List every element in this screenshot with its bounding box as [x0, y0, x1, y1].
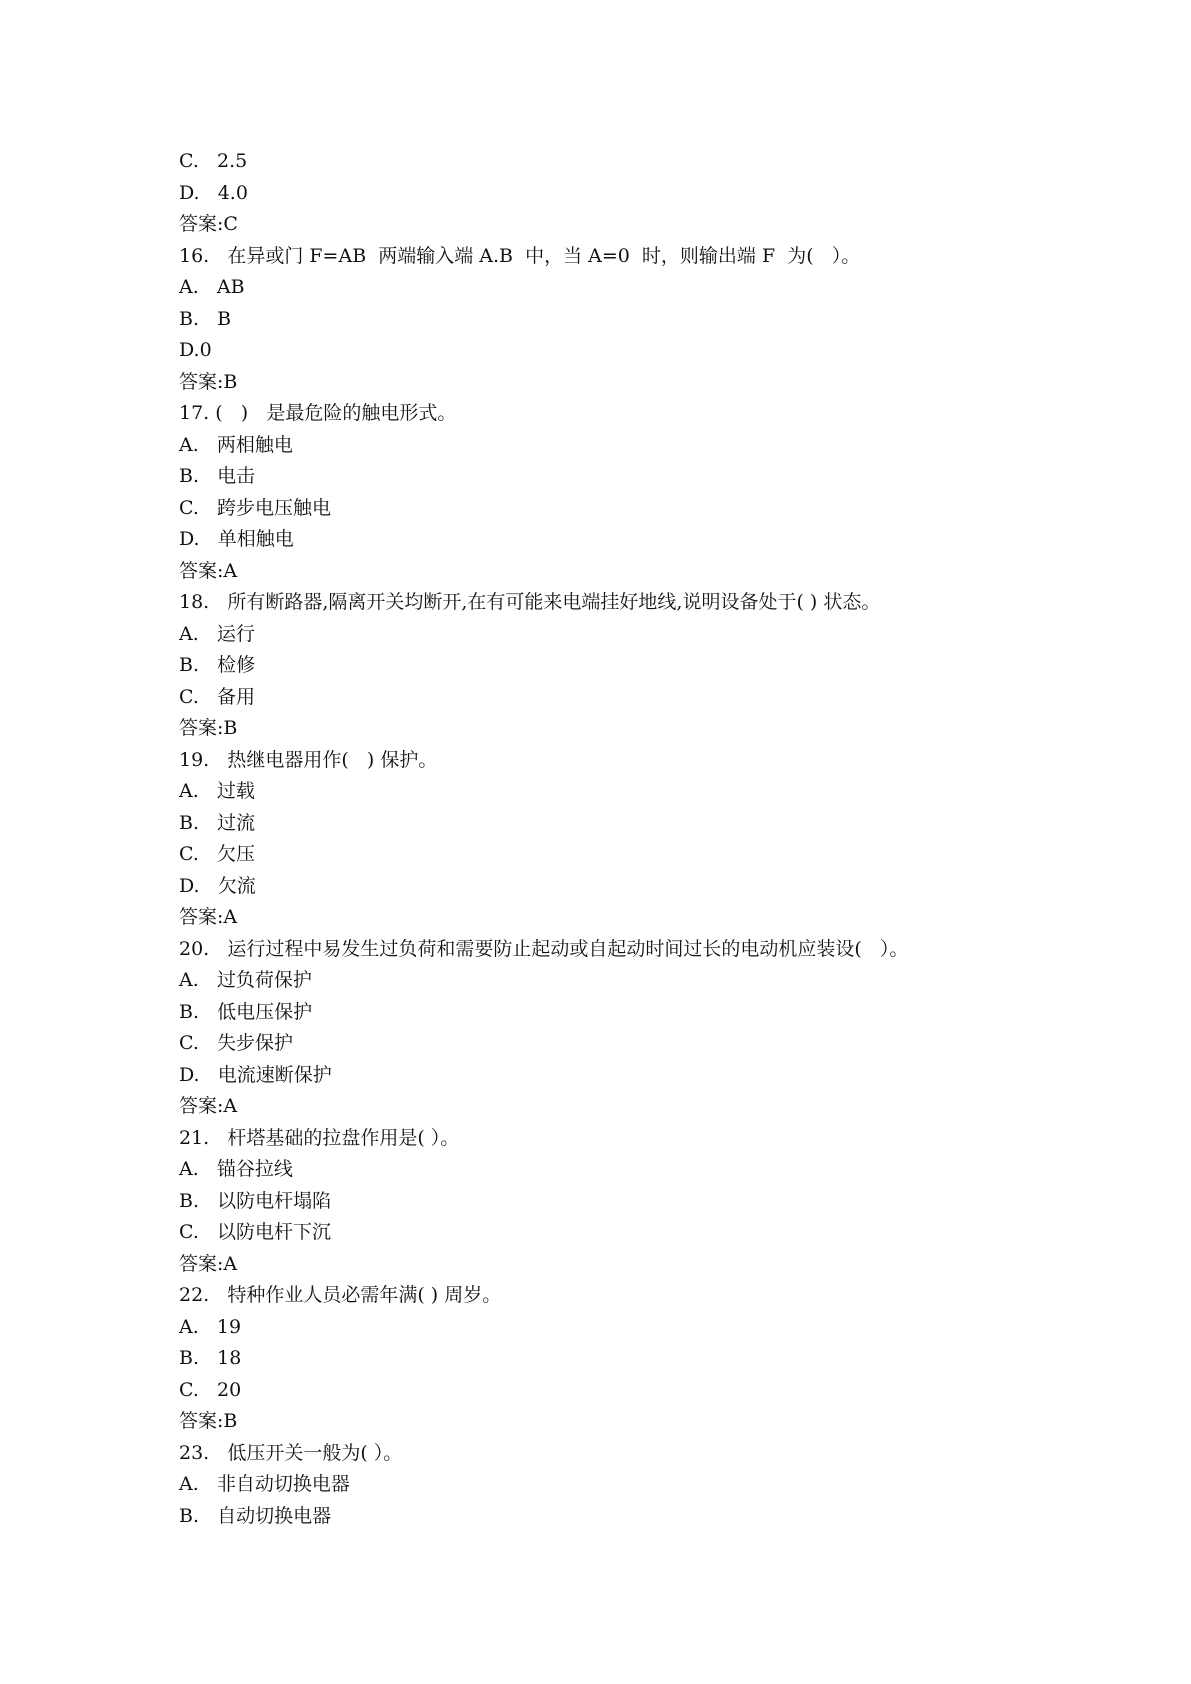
option-line: D. 欠流 — [179, 874, 256, 897]
option-line: B. 18 — [179, 1347, 242, 1369]
answer-line: 答案:A — [179, 906, 238, 928]
option-line: A. 运行 — [179, 622, 255, 645]
option-line: A. 锚谷拉线 — [179, 1158, 293, 1180]
option-line: B. 检修 — [179, 654, 256, 676]
option-line: A. 19 — [179, 1315, 242, 1338]
option-line: A. 两相触电 — [179, 433, 293, 456]
question-19: 19. 热继电器用作( ) 保护。 — [179, 748, 438, 771]
option-line: A. AB — [179, 276, 245, 298]
question-17: 17. ( ) 是最危险的触电形式。 — [179, 402, 457, 424]
question-list — [179, 146, 1079, 1532]
question-23: 23. 低压开关一般为( ）。 — [179, 1441, 403, 1464]
answer-line: 答案:B — [179, 370, 238, 393]
answer-line: 答案:B — [179, 1410, 238, 1432]
option-line: D. 电流速断保护 — [179, 1063, 332, 1086]
option-line: B. B — [179, 307, 232, 330]
option-line: A. 过载 — [179, 780, 255, 802]
option-line: A. 非自动切换电器 — [179, 1473, 350, 1495]
option-line: C. 20 — [179, 1378, 242, 1401]
option-line: B. 低电压保护 — [179, 1000, 313, 1023]
option-line: C. 欠压 — [179, 843, 256, 865]
option-line: C. 跨步电压触电 — [179, 496, 332, 519]
option-line: D. 单相触电 — [179, 528, 294, 550]
question-18: 18. 所有断路器,隔离开关均断开,在有可能来电端挂好地线,说明设备处于( ) 状态。 — [179, 591, 881, 613]
option-line: B. 过流 — [179, 811, 256, 834]
option-line: B. 自动切换电器 — [179, 1504, 332, 1527]
option-line: C. 以防电杆下沉 — [179, 1221, 332, 1243]
option-line: B. 以防电杆塌陷 — [179, 1189, 332, 1212]
answer-line: 答案:C — [179, 213, 238, 235]
answer-line: 答案:B — [179, 717, 238, 739]
question-21: 21. 杆塔基础的拉盘作用是( ）。 — [179, 1126, 460, 1149]
option-line: C. 失步保护 — [179, 1032, 294, 1054]
question-16: 16. 在异或门 F=AB 两端输入端 A.B 中，当 A=0 时，则输出端 F 为( ）。 — [179, 244, 861, 267]
option-line: B. 电击 — [179, 465, 256, 487]
question-20: 20. 运行过程中易发生过负荷和需要防止起动或自起动时间过长的电动机应装设( ）。 — [179, 937, 909, 960]
option-line: C. 备用 — [179, 685, 256, 708]
option-line: A. 过负荷保护 — [179, 969, 312, 991]
answer-line: 答案:A — [179, 559, 238, 582]
question-22: 22. 特种作业人员必需年满( ) 周岁。 — [179, 1284, 502, 1306]
option-line: D.0 — [179, 339, 212, 361]
option-line: D. 4.0 — [179, 181, 248, 204]
answer-line: 答案:A — [179, 1095, 238, 1117]
answer-line: 答案:A — [179, 1252, 238, 1275]
option-line: C. 2.5 — [179, 150, 248, 172]
